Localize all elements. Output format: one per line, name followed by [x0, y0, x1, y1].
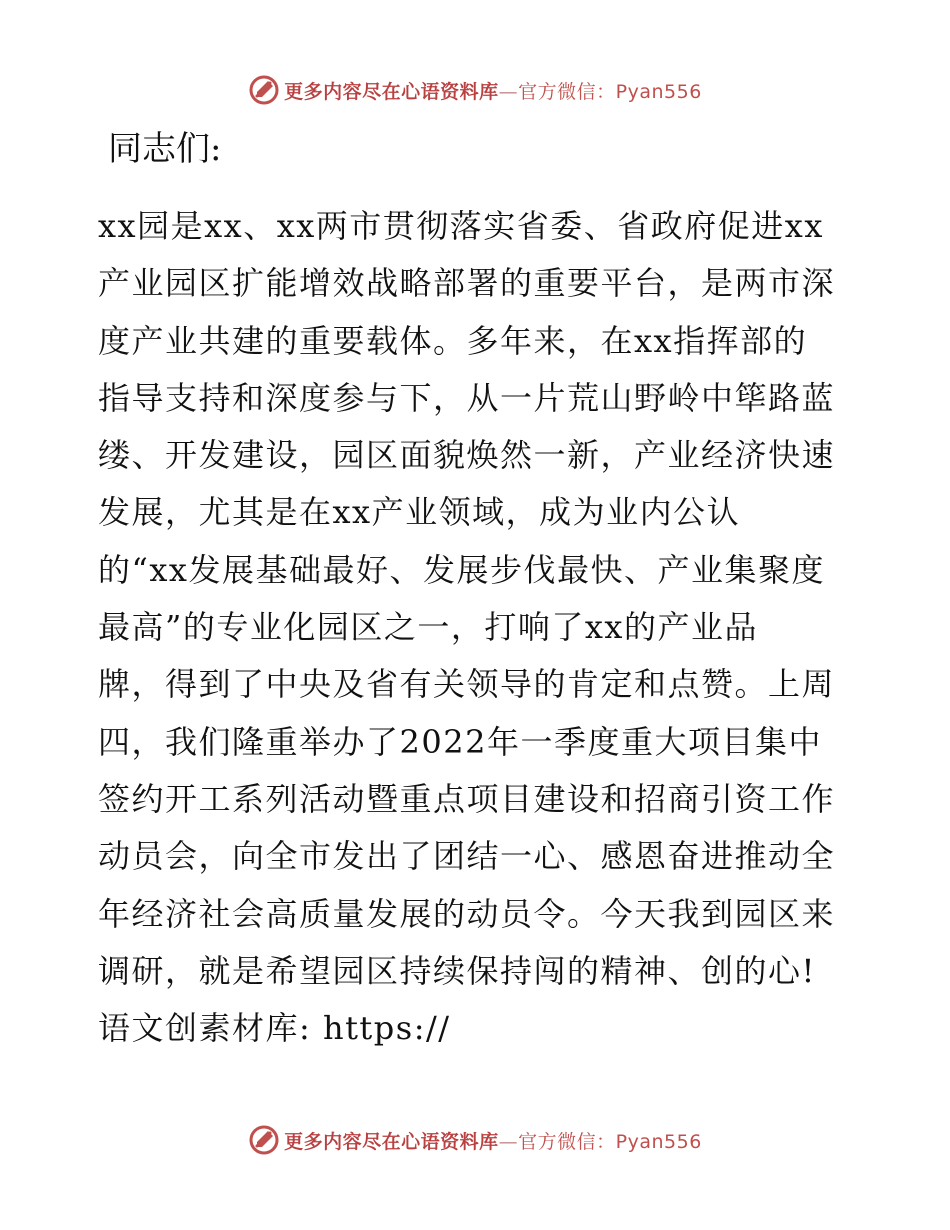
body-line: 的“xx发展基础最好、发展步伐最快、产业集聚度: [98, 550, 825, 589]
greeting: 同志们:: [108, 129, 222, 169]
watermark-text: [284, 1127, 702, 1154]
body-line: xx园是xx、xx两市贯彻落实省委、省政府促进xx: [98, 207, 824, 245]
body-line: 产业园区扩能增效战略部署的重要平台，是两市深: [98, 264, 836, 303]
body-line: 牌，得到了中央及省有关领导的肯定和点赞。上周: [98, 665, 836, 704]
body-line: 最高”的专业化园区之一，打响了xx的产业品: [98, 608, 758, 647]
body-line: 动员会，向全市发出了团结一心、感恩奋进推动全: [98, 837, 836, 876]
body-line: 缕、开发建设，园区面貌焕然一新，产业经济快速: [98, 436, 836, 475]
watermark-banner-top: [0, 70, 950, 110]
watermark-separator: —: [498, 80, 519, 103]
watermark-lead: 更多内容尽在心语资料库: [284, 1130, 499, 1153]
watermark-tail: 官方微信：Pyan556: [518, 80, 702, 103]
body-line: 发展，尤其是在xx产业领域，成为业内公认: [98, 493, 741, 532]
body-line: 语文创素材库: https://: [98, 1009, 451, 1048]
body-line: 度产业共建的重要载体。多年来，在xx指挥部的: [98, 321, 808, 360]
logo-icon: [248, 74, 280, 106]
body-text: [98, 198, 868, 1057]
body-line: 年经济社会高质量发展的动员令。今天我到园区来: [98, 894, 836, 933]
watermark-separator: —: [498, 1130, 519, 1153]
body-line: 指导支持和深度参与下，从一片荒山野岭中筚路蓝: [98, 378, 836, 417]
body-line: 调研，就是希望园区持续保持闯的精神、创的心!: [98, 951, 816, 990]
watermark-tail: 官方微信：Pyan556: [518, 1130, 702, 1153]
logo-icon: [248, 1124, 280, 1156]
watermark-text: [284, 77, 702, 104]
body-line: 签约开工系列活动暨重点项目建设和招商引资工作: [98, 779, 836, 818]
body-line: 四，我们隆重举办了2022年一季度重大项目集中: [98, 722, 822, 761]
watermark-banner-bottom: [0, 1120, 950, 1160]
watermark-lead: 更多内容尽在心语资料库: [284, 80, 499, 103]
